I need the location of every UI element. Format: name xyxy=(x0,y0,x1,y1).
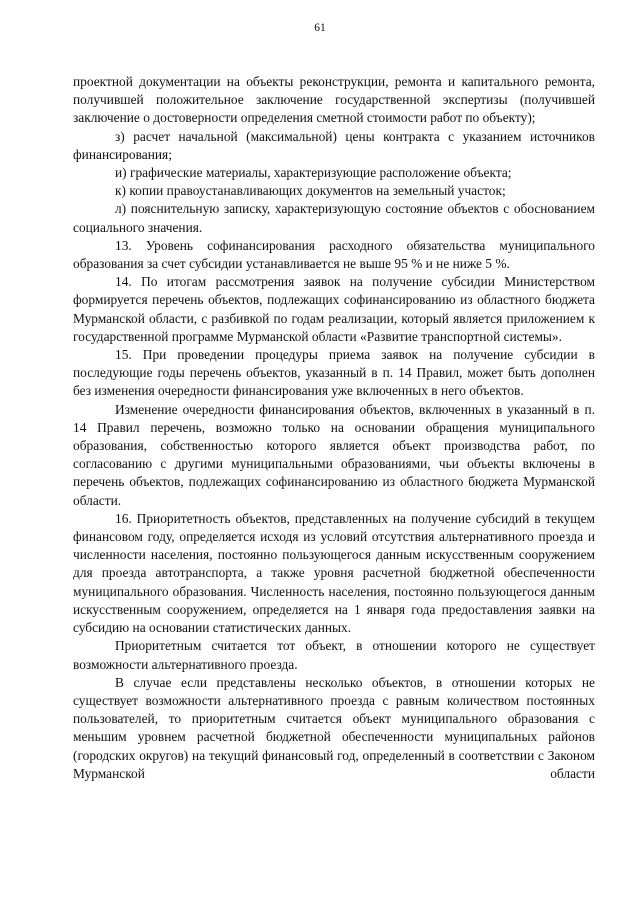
paragraph: 15. При проведении процедуры приема заявок на получение субсидии в последующие годы перечень объектов, указанный в п. 14 Правил, может быть дополнен без изменения очередности финансирования уже включенных в него объектов. xyxy=(73,347,595,399)
paragraph: В случае если представлены несколько объектов, в отношении которых не существует возможности альтернативного проезда с равным количеством постоянных пользователей, то приоритетным считается объект муниципального образования с меньшим уровнем расчетной бюджетной обеспеченности муниципальных районов (городских округов) на текущий финансовый год, определенный в соответствии с Законом Мурманской области xyxy=(73,674,595,781)
paragraph: Приоритетным считается тот объект, в отношении которого не существует возможности альтернативного проезда. xyxy=(73,638,595,672)
paragraph: з) расчет начальной (максимальной) цены контракта с указанием источников финансирования; xyxy=(73,128,595,162)
paragraph: Изменение очередности финансирования объектов, включенных в указанный в п. 14 Правил перечень, возможно только на основании обращения муниципального образования, собственностью которого является объект производства работ, по согласованию с другими муниципальными образованиями, чьи объекты включены в перечень объектов, подлежащих софинансированию из областного бюджета Мурманской области. xyxy=(73,401,595,508)
paragraph: 13. Уровень софинансирования расходного обязательства муниципального образования за счет субсидии устанавливается не выше 95 % и не ниже 5 %. xyxy=(73,237,595,272)
document-body xyxy=(73,73,595,783)
paragraph: л) пояснительную записку, характеризующую состояние объектов с обоснованием социального значения. xyxy=(73,201,595,235)
page-number: 61 xyxy=(314,22,326,34)
paragraph: и) графические материалы, характеризующие расположение объекта; xyxy=(115,165,512,181)
paragraph: 14. По итогам рассмотрения заявок на получение субсидии Министерством формируется перечень объектов, подлежащих софинансированию из областного бюджета Мурманской области, с разбивкой по годам реализации, который является приложением к государственной программе Мурманской области «Развитие транспортной системы». xyxy=(73,274,595,344)
paragraph: 16. Приоритетность объектов, представленных на получение субсидий в текущем финансовом году, определяется исходя из условий отсутствия альтернативного проезда и численности населения, постоянно пользующегося данным искусственным сооружением для проезда автотранспорта, а также уровня расчетной бюджетной обеспеченности муниципального образования. Численность населения, постоянно пользующегося данным искусственным сооружением, определяется на 1 января года предоставления заявки на субсидию на основании статистических данных. xyxy=(73,510,595,636)
paragraph: проектной документации на объекты реконструкции, ремонта и капитального ремонта, получившей положительное заключение государственной экспертизы (получившей заключение о достоверности определения сметной стоимости работ по объекту); xyxy=(73,74,595,126)
paragraph: к) копии правоустанавливающих документов на земельный участок; xyxy=(115,183,506,199)
